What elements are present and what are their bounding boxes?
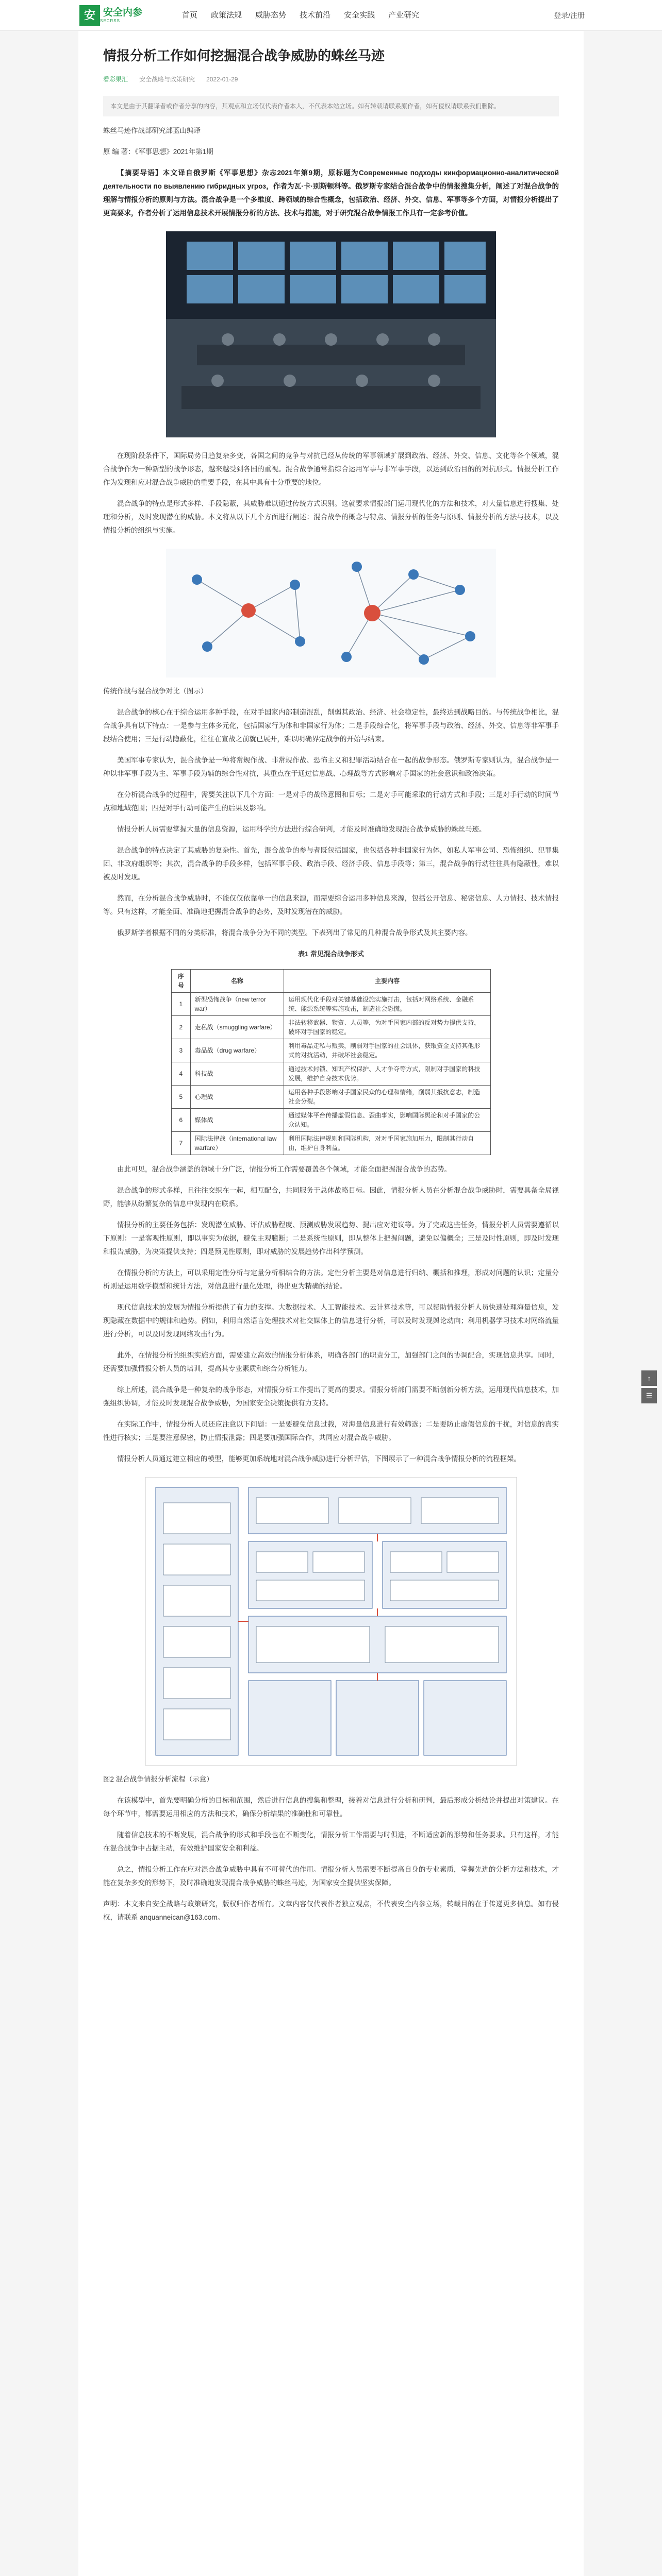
cell: 心理战 xyxy=(190,1085,284,1108)
table-header: 名称 xyxy=(190,969,284,992)
nav-item[interactable]: 政策法规 xyxy=(211,11,242,20)
paragraph: 综上所述，混合战争是一种复杂的战争形态，对情报分析工作提出了更高的要求。情报分析部门需要不断创新分析方法，运用现代信息技术，加强组织协调，才能及时发现混合战争威胁，为国家安全决策提供有力支持。 xyxy=(103,1385,559,1407)
cell: 毒品战（drug warfare） xyxy=(190,1039,284,1062)
cell: 1 xyxy=(172,992,191,1015)
top-nav xyxy=(0,0,662,31)
table-row xyxy=(172,1015,491,1039)
table-caption: 表1 常见混合战争形式 xyxy=(298,950,364,958)
cell: 国际法律战（international law warfare） xyxy=(190,1131,284,1155)
network-diagram xyxy=(166,549,496,677)
table-row xyxy=(172,1131,491,1155)
paragraph: 在现阶段条件下，国际局势日趋复杂多变，各国之间的竞争与对抗已经从传统的军事领域扩展到政治、经济、外交、信息、文化等各个领域，混合战争作为一种新型的战争形态，越来越受到各国的重视。混合战争通常指综合运用军事与非军事手段，以达到政治目的的对抗形式。情报分析工作作为发现和应对混合战争威胁的重要手段，在其中具有十分重要的地位。 xyxy=(103,451,559,486)
abstract-text: 本文译自俄罗斯《军事思想》杂志2021年第9期，原标题为Современные подходы кинформационно-аналитической деятельности по выявлению гибридных угроз，作者为瓦·卡·别斯顿科等。俄罗斯专家结合混合战争中的情报搜集分析，阐述了对混合战争的理解与情报分析的原则与方法。混合战争是一个多维度、跨领域的综合性概念，包括政治、经济、外交、信息、军事等多个方面，对情报分析提出了更高要求，作者分析了运用信息技术开展情报分析的方法、技术与措施，对于研究混合战争情报工作具有一定参考价值。 xyxy=(103,168,559,217)
paragraph: 总之，情报分析工作在应对混合战争威胁中具有不可替代的作用。情报分析人员需要不断提高自身的专业素质，掌握先进的分析方法和技术，才能在复杂多变的形势下，及时准确地发现混合战争威胁的蛛丝马迹，为国家安全提供坚实保障。 xyxy=(103,1866,559,1887)
paragraph: 现代信息技术的发展为情报分析提供了有力的支撑。大数据技术、人工智能技术、云计算技术等，可以帮助情报分析人员快速处理海量信息，发现隐藏在数据中的规律和趋势。例如，利用自然语言处理技术对社交媒体上的信息进行分析，可以及时发现舆论动向；利用机器学习技术对网络流量进行分析，可以及时发现网络攻击行为。 xyxy=(103,1303,559,1338)
paragraph: 混合战争的形式多样，且往往交织在一起，相互配合，共同服务于总体战略目标。因此，情报分析人员在分析混合战争威胁时，需要具备全局视野，能够从纷繁复杂的信息中发现内在联系。 xyxy=(103,1186,559,1208)
article-meta xyxy=(103,74,559,86)
table-row xyxy=(172,1085,491,1108)
cell: 媒体战 xyxy=(190,1108,284,1131)
cell: 运用各种手段影响对手国家民众的心理和情绪，削弱其抵抗意志，制造社会分裂。 xyxy=(284,1085,491,1108)
publish-date: 2022-01-29 xyxy=(206,76,238,83)
paragraph: 混合战争的特点决定了其威胁的复杂性。首先，混合战争的参与者既包括国家，也包括各种非国家行为体，如私人军事公司、恐怖组织、犯罪集团、非政府组织等；其次，混合战争的手段多样，包括军事手段、政治手段、经济手段、信息手段等；第三，混合战争的行动往往具有隐蔽性，难以被及时发现。 xyxy=(103,846,559,881)
cell: 6 xyxy=(172,1108,191,1131)
paragraph: 在分析混合战争的过程中，需要关注以下几个方面：一是对手的战略意图和目标；二是对手可能采取的行动方式和手段；三是对手行动的时间节点和地域范围；四是对手行动可能产生的后果及影响。 xyxy=(103,790,559,812)
intro-line: 原 编 著：《军事思想》2021年第1期 xyxy=(103,147,213,156)
paragraph: 然而，在分析混合战争威胁时，不能仅仅依靠单一的信息来源，而需要综合运用多种信息来源，包括公开信息、秘密信息、人力情报、技术情报等。只有这样，才能全面、准确地把握混合战争的态势，及时发现潜在的威胁。 xyxy=(103,894,559,916)
table-header: 序号 xyxy=(172,969,191,992)
paragraph: 混合战争的特点是形式多样、手段隐蔽，其威胁难以通过传统方式识别。这就要求情报部门运用现代化的方法和技术，对大量信息进行搜集、处理和分析，及时发现潜在的威胁。本文将从以下几个方面进行阐述：混合战争的概念与特点、情报分析的任务与原则、情报分析的方法与技术，以及情报分析的组织与实施。 xyxy=(103,499,559,534)
cell: 走私战（smuggling warfare） xyxy=(190,1015,284,1039)
cell: 利用国际法律规则和国际机构，对对手国家施加压力，限制其行动自由，维护自身利益。 xyxy=(284,1131,491,1155)
nav-item[interactable]: 威胁态势 xyxy=(255,11,287,20)
paragraph: 俄罗斯学者根据不同的分类标准，将混合战争分为不同的类型。下表列出了常见的几种混合战争形式及其主要内容。 xyxy=(117,928,472,937)
logo-sub: SECRSS xyxy=(100,19,120,23)
cell: 4 xyxy=(172,1062,191,1085)
paragraph: 情报分析人员需要掌握大量的信息资源，运用科学的方法进行综合研判，才能及时准确地发现混合战争威胁的蛛丝马迹。 xyxy=(117,825,486,833)
table-row xyxy=(172,1039,491,1062)
site-logo[interactable] xyxy=(79,5,142,26)
paragraph: 在实际工作中，情报分析人员还应注意以下问题：一是要避免信息过载，对海量信息进行有效筛选；二是要防止虚假信息的干扰，对信息的真实性进行核实；三是要注意保密，防止情报泄露；四是要加强国际合作，共同应对混合战争威胁。 xyxy=(103,1420,559,1442)
main-menu xyxy=(175,0,426,31)
disclaimer-note: 本文是由于其翻译者或作者分享的内容，其观点和立场仅代表作者本人，不代表本站立场。如有转载请联系原作者，如有侵权请联系我们删除。 xyxy=(103,96,559,116)
cell: 非法转移武器、物资、人员等，为对手国家内部的反对势力提供支持，破坏对手国家的稳定。 xyxy=(284,1015,491,1039)
back-to-top-button[interactable]: ↑ xyxy=(641,1370,657,1386)
nav-item[interactable]: 产业研究 xyxy=(388,11,420,20)
cell: 5 xyxy=(172,1085,191,1108)
cell: 通过媒体平台传播虚假信息、歪曲事实，影响国际舆论和对手国家的公众认知。 xyxy=(284,1108,491,1131)
cell: 3 xyxy=(172,1039,191,1062)
abstract xyxy=(103,166,559,220)
paragraph: 随着信息技术的不断发展，混合战争的形式和手段也在不断变化，情报分析工作需要与时俱进，不断适应新的形势和任务要求。只有这样，才能在混合战争中占据主动，有效维护国家安全和利益。 xyxy=(103,1831,559,1853)
figure-2 xyxy=(103,549,559,682)
paragraph: 在该模型中，首先要明确分析的目标和范围，然后进行信息的搜集和整理，接着对信息进行分析和研判，最后形成分析结论并提出对策建议。在每个环节中，都需要运用相应的方法和技术，确保分析结果的准确性和可靠性。 xyxy=(103,1797,559,1818)
command-center-image xyxy=(166,231,496,437)
figure-caption: 传统作战与混合战争对比（图示） xyxy=(103,687,208,695)
nav-item[interactable]: 技术前沿 xyxy=(300,11,331,20)
intro-line: 蛛丝马迹作战部研究部蓝山编译 xyxy=(103,126,201,134)
side-tools xyxy=(641,1370,657,1405)
logo-mark: 安 xyxy=(79,5,100,26)
paragraph: 情报分析的主要任务包括：发现潜在威胁、评估威胁程度、预测威胁发展趋势、提出应对建议等。为了完成这些任务，情报分析人员需要遵循以下原则：一是客观性原则，即以事实为依据，避免主观臆断；二是系统性原则，即从整体上把握问题，避免以偏概全；三是及时性原则，即及时发现和报告威胁，为决策提供支持；四是预见性原则，即对威胁的发展趋势作出科学预测。 xyxy=(103,1221,559,1256)
login-link[interactable]: 登录/注册 xyxy=(554,11,585,20)
nav-item[interactable]: 首页 xyxy=(182,11,198,20)
figure-1 xyxy=(103,231,559,442)
table-row xyxy=(172,992,491,1015)
paragraph: 混合战争的核心在于综合运用多种手段，在对手国家内部制造混乱，削弱其政治、经济、社会稳定性，最终达到战略目的。与传统战争相比，混合战争具有以下特点：一是参与主体多元化，包括国家行为体和非国家行为体；二是手段综合化，将军事手段与政治、经济、外交、信息等非军事手段结合使用；三是行动隐蔽化，往往在宣战之前就已展开，难以明确界定战争的开始与结束。 xyxy=(103,708,559,743)
paragraph: 由此可见，混合战争涵盖的领域十分广泛，情报分析工作需要覆盖各个领域，才能全面把握混合战争的态势。 xyxy=(117,1165,451,1173)
paragraph: 情报分析人员通过建立相应的模型，能够更加系统地对混合战争威胁进行分析评估，下图展示了一种混合战争情报分析的流程框架。 xyxy=(117,1454,521,1463)
article-body xyxy=(103,124,559,1925)
paragraph: 在情报分析的方法上，可以采用定性分析与定量分析相结合的方法。定性分析主要是对信息进行归纳、概括和推理，形成对问题的认识；定量分析则是运用数学模型和统计方法，对信息进行量化处理，得出更为精确的结论。 xyxy=(103,1268,559,1290)
table-row xyxy=(172,1108,491,1131)
cell: 新型恐怖战争（new terror war） xyxy=(190,992,284,1015)
table-row xyxy=(172,1062,491,1085)
nav-item[interactable]: 安全实践 xyxy=(344,11,375,20)
cell: 利用毒品走私与贩卖，削弱对手国家的社会肌体，获取资金支持其他形式的对抗活动，并破坏社会稳定。 xyxy=(284,1039,491,1062)
cell: 7 xyxy=(172,1131,191,1155)
logo-name: 安全内参 xyxy=(103,7,143,18)
figure-3 xyxy=(103,1477,559,1770)
figure-caption: 图2 混合战争情报分析流程（示意） xyxy=(103,1775,213,1784)
cell: 2 xyxy=(172,1015,191,1039)
paragraph: 美国军事专家认为，混合战争是一种将常规作战、非常规作战、恐怖主义和犯罪活动结合在一起的战争形态。俄罗斯专家则认为，混合战争是一种以非军事手段为主、军事手段为辅的综合性对抗，其重点在于通过信息战、心理战等方式影响对手国家的社会意识和政治决策。 xyxy=(103,756,559,777)
hybrid-war-table xyxy=(171,969,491,1155)
copyright-statement: 声明：本文来自安全战略与政策研究，版权归作者所有。文章内容仅代表作者独立观点，不代表安全内参立场，转载目的在于传递更多信息。如有侵权，请联系 anquanneican@163.com。 xyxy=(103,1900,559,1922)
article-container xyxy=(78,31,584,2576)
cell: 运用现代化手段对关键基础设施实施打击，包括对网络系统、金融系统、能源系统等实施攻击，制造社会恐慌。 xyxy=(284,992,491,1015)
cell: 科技战 xyxy=(190,1062,284,1085)
flow-diagram xyxy=(145,1477,517,1766)
paragraph: 此外，在情报分析的组织实施方面，需要建立高效的情报分析体系，明确各部门的职责分工，加强部门之间的协调配合，实现信息共享。同时，还需要加强情报分析人员的培训，提高其专业素质和综合分析能力。 xyxy=(103,1351,559,1372)
cell: 通过技术封锁、知识产权保护、人才争夺等方式，限制对手国家的科技发展，维护自身技术优势。 xyxy=(284,1062,491,1085)
source[interactable]: 安全战略与政策研究 xyxy=(139,76,195,83)
menu-button[interactable]: ☰ xyxy=(641,1388,657,1403)
article-title: 情报分析工作如何挖掘混合战争威胁的蛛丝马迹 xyxy=(103,48,385,63)
table-header: 主要内容 xyxy=(284,969,491,992)
abstract-label: 【摘要导语】 xyxy=(117,168,163,177)
author-tag[interactable]: 看彩果汇 xyxy=(103,76,128,83)
